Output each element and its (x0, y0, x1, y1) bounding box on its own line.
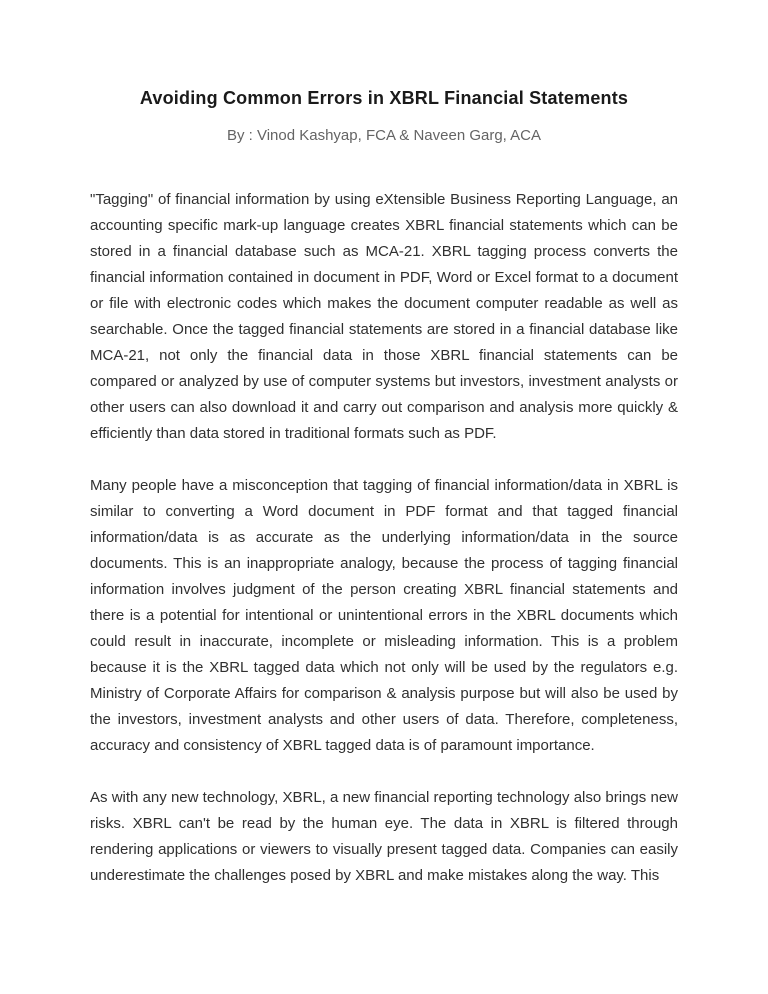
document-title: Avoiding Common Errors in XBRL Financial Statements (139, 88, 629, 108)
paragraph-1: "Tagging" of financial information by using eXtensible Business Reporting Language, an accounting specific mark-up language creates XBRL financial statements which can be stored in a financial database such as MCA-21. XBRL tagging process converts the financial information contained in document in PDF, Word or Excel format to a document or file with electronic codes which makes the document computer readable as well as searchable. Once the tagged financial statements are stored in a financial database like MCA-21, not only the financial data in those XBRL financial statements can be compared or analyzed by use of computer systems but investors, investment analysts or other users can also download it and carry out comparison and analysis more quickly & efficiently than data stored in traditional formats such as PDF. (90, 191, 678, 443)
document-byline: By : Vinod Kashyap, FCA & Naveen Garg, ACA (226, 126, 542, 144)
document-body (90, 187, 678, 889)
paragraph-3: As with any new technology, XBRL, a new financial reporting technology also brings new risks. XBRL can't be read by the human eye. The data in XBRL is filtered through rendering applications or viewers to visually present tagged data. Companies can easily underestimate the challenges posed by XBRL and make mistakes along the way. This (90, 789, 678, 885)
paragraph-2: Many people have a misconception that tagging of financial information/data in XBRL is similar to converting a Word document in PDF format and that tagged financial information/data is as accurate as the underlying information/data in the source documents. This is an inappropriate analogy, because the process of tagging financial information involves judgment of the person creating XBRL financial statements and there is a potential for intentional or unintentional errors in the XBRL documents which could result in inaccurate, incomplete or misleading information. This is a problem because it is the XBRL tagged data which not only will be used by the regulators e.g. Ministry of Corporate Affairs for comparison & analysis purpose but will also be used by the investors, investment analysts and other users of data. Therefore, completeness, accuracy and consistency of XBRL tagged data is of paramount importance. (90, 477, 678, 755)
